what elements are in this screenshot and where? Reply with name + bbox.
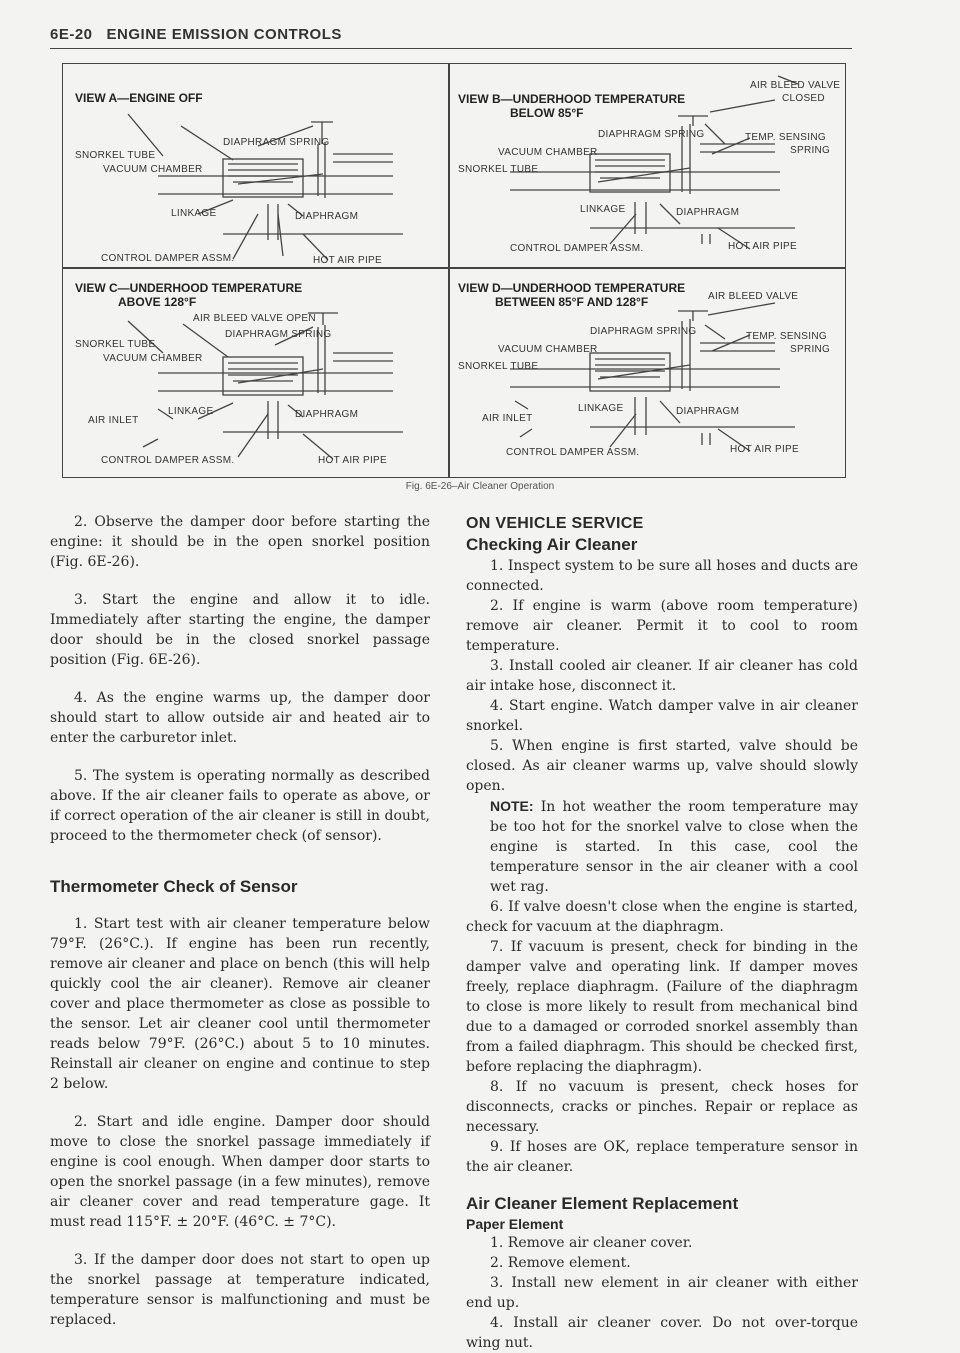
check-step-1: 1. Inspect system to be sure all hoses and ducts are connected. [466, 558, 858, 594]
check-step-3: 3. Install cooled air cleaner. If air cleaner has cold air intake hose, disconnect it. [466, 658, 858, 694]
view-b-closed: CLOSED [782, 93, 825, 104]
view-a-control-damper: CONTROL DAMPER ASSM. [101, 253, 235, 264]
view-d-spring: SPRING [790, 344, 831, 355]
view-c-diaphragm-spring: DIAPHRAGM SPRING [225, 329, 332, 340]
view-a-snorkel-tube: SNORKEL TUBE [75, 150, 156, 161]
view-b-vacuum-chamber: VACUUM CHAMBER [498, 147, 598, 158]
view-c-linkage: LINKAGE [168, 406, 214, 417]
thermometer-check-heading: Thermometer Check of Sensor [50, 877, 298, 896]
view-c-hot-air-pipe: HOT AIR PIPE [318, 455, 387, 466]
note-text: In hot weather the room temperature may be too hot for the snorkel valve to close when the engine is started. In this case, cool the temperature sensor in the air cleaner with a cool wet rag. [490, 799, 858, 895]
view-b-linkage: LINKAGE [580, 204, 626, 215]
view-d-diaphragm: DIAPHRAGM [676, 406, 740, 417]
header-rule [50, 48, 852, 49]
view-c-vacuum-chamber: VACUUM CHAMBER [103, 353, 203, 364]
left-column [50, 512, 430, 1330]
view-d-title-2: BETWEEN 85°F AND 128°F [495, 295, 649, 309]
note-paragraph [466, 796, 858, 897]
check-step-9: 9. If hoses are OK, replace temperature sensor in the air cleaner. [466, 1139, 858, 1175]
view-d-hot-air-pipe: HOT AIR PIPE [730, 444, 799, 455]
element-replacement-heading: Air Cleaner Element Replacement [466, 1194, 739, 1213]
view-c-air-inlet: AIR INLET [88, 415, 139, 426]
view-a-linkage: LINKAGE [171, 208, 217, 219]
check-step-4: 4. Start engine. Watch damper valve in air cleaner snorkel. [466, 698, 858, 734]
check-step-2: 2. If engine is warm (above room temperature) remove air cleaner. Permit it to cool to room temperature. [466, 598, 858, 654]
view-c-diaphragm: DIAPHRAGM [295, 409, 359, 420]
note-label: NOTE: [490, 798, 534, 814]
view-a-vacuum-chamber: VACUUM CHAMBER [103, 164, 203, 175]
view-d-air-bleed-valve: AIR BLEED VALVE [708, 291, 799, 302]
page-title: ENGINE EMISSION CONTROLS [106, 26, 342, 43]
view-a-hot-air-pipe: HOT AIR PIPE [313, 255, 382, 266]
step-4-paragraph: 4. As the engine warms up, the damper door should start to allow outside air and heated air to enter the carburetor inlet. [50, 690, 430, 746]
check-step-6: 6. If valve doesn't close when the engine is started, check for vacuum at the diaphragm. [466, 899, 858, 935]
view-a-diaphragm: DIAPHRAGM [295, 211, 359, 222]
right-column [466, 514, 858, 1353]
view-b-title-1: VIEW B—UNDERHOOD TEMPERATURE [458, 92, 686, 106]
element-step-2: 2. Remove element. [490, 1255, 631, 1271]
view-a-panel [63, 64, 448, 267]
view-d-snorkel-tube: SNORKEL TUBE [458, 361, 539, 372]
view-b-diaphragm: DIAPHRAGM [676, 207, 740, 218]
step-2-paragraph: 2. Observe the damper door before starting the engine: it should be in the open snorkel position (Fig. 6E-26). [50, 514, 430, 570]
check-step-7: 7. If vacuum is present, check for binding in the damper valve and operating link. If damper moves freely, replace diaphragm. (Failure of the diaphragm to close is more likely to result from mechanical bind due to a damaged or corroded snorkel assembly than from a failed diaphragm. This should be checked first, before replacing the diaphragm). [466, 939, 858, 1075]
view-d-air-inlet: AIR INLET [482, 413, 533, 424]
view-b-title-2: BELOW 85°F [510, 106, 584, 120]
view-c-snorkel-tube: SNORKEL TUBE [75, 339, 156, 350]
view-d-panel [450, 269, 835, 475]
element-step-4: 4. Install air cleaner cover. Do not over-torque wing nut. [466, 1315, 858, 1351]
view-c-title-2: ABOVE 128°F [118, 295, 197, 309]
view-d-control-damper: CONTROL DAMPER ASSM. [506, 447, 640, 458]
checking-air-cleaner-heading: Checking Air Cleaner [466, 535, 638, 554]
view-d-vacuum-chamber: VACUUM CHAMBER [498, 344, 598, 355]
view-c-panel [63, 269, 448, 475]
view-b-control-damper: CONTROL DAMPER ASSM. [510, 243, 644, 254]
step-5-paragraph: 5. The system is operating normally as described above. If the air cleaner fails to operate as above, or if correct operation of the air cleaner is still in doubt, proceed to the thermometer check (of sensor). [50, 768, 430, 844]
thermometer-step-3: 3. If the damper door does not start to open up the snorkel passage at temperature indicated, temperature sensor is malfunctioning and must be replaced. [50, 1252, 430, 1328]
view-b-panel [450, 64, 841, 267]
view-d-title-1: VIEW D—UNDERHOOD TEMPERATURE [458, 281, 686, 295]
view-b-temp-sensing: TEMP. SENSING [745, 132, 826, 143]
view-c-control-damper: CONTROL DAMPER ASSM. [101, 455, 235, 466]
on-vehicle-service-heading: ON VEHICLE SERVICE [466, 515, 644, 532]
thermometer-step-1: 1. Start test with air cleaner temperature below 79°F. (26°C.). If engine has been run recently, remove air cleaner and place on bench (this will help quickly cool the air cleaner). Remove air cleaner cover and place thermometer as close as possible to the sensor. Let air cleaner cool until thermometer reads below 79°F. (26°C.) about 5 to 10 minutes. Reinstall air cleaner on engine and continue to step 2 below. [50, 916, 430, 1092]
view-d-linkage: LINKAGE [578, 403, 624, 414]
view-d-diaphragm-spring: DIAPHRAGM SPRING [590, 326, 697, 337]
figure-caption: Fig. 6E-26–Air Cleaner Operation [405, 481, 555, 492]
paper-element-heading: Paper Element [466, 1216, 564, 1232]
check-step-5: 5. When engine is first started, valve should be closed. As air cleaner warms up, valve should slowly open. [466, 738, 858, 794]
view-b-snorkel-tube: SNORKEL TUBE [458, 164, 539, 175]
element-step-1: 1. Remove air cleaner cover. [490, 1235, 693, 1251]
step-3-paragraph: 3. Start the engine and allow it to idle. Immediately after starting the engine, the damper door should be in the closed snorkel passage position (Fig. 6E-26). [50, 592, 430, 668]
view-b-diaphragm-spring: DIAPHRAGM SPRING [598, 129, 705, 140]
air-cleaner-figure [62, 63, 846, 478]
view-b-hot-air-pipe: HOT AIR PIPE [728, 241, 797, 252]
view-c-air-bleed-open: AIR BLEED VALVE OPEN [193, 313, 316, 324]
thermometer-step-2: 2. Start and idle engine. Damper door should move to close the snorkel passage immediately if engine is cool enough. When damper door starts to open the snorkel passage (in a few minutes), remove air cleaner cover and read temperature gage. It must read 115°F. ± 20°F. (46°C. ± 7°C). [50, 1114, 430, 1230]
view-c-title-1: VIEW C—UNDERHOOD TEMPERATURE [75, 281, 303, 295]
view-b-air-bleed-valve: AIR BLEED VALVE [750, 80, 841, 91]
element-step-3: 3. Install new element in air cleaner with either end up. [466, 1275, 858, 1311]
view-a-diaphragm-spring: DIAPHRAGM SPRING [223, 137, 330, 148]
check-step-8: 8. If no vacuum is present, check hoses for disconnects, cracks or pinches. Repair or replace as necessary. [466, 1079, 858, 1135]
view-a-title: VIEW A—ENGINE OFF [75, 91, 203, 105]
view-d-temp-sensing: TEMP. SENSING [746, 331, 827, 342]
view-b-spring: SPRING [790, 145, 831, 156]
section-number: 6E-20 [50, 26, 93, 43]
